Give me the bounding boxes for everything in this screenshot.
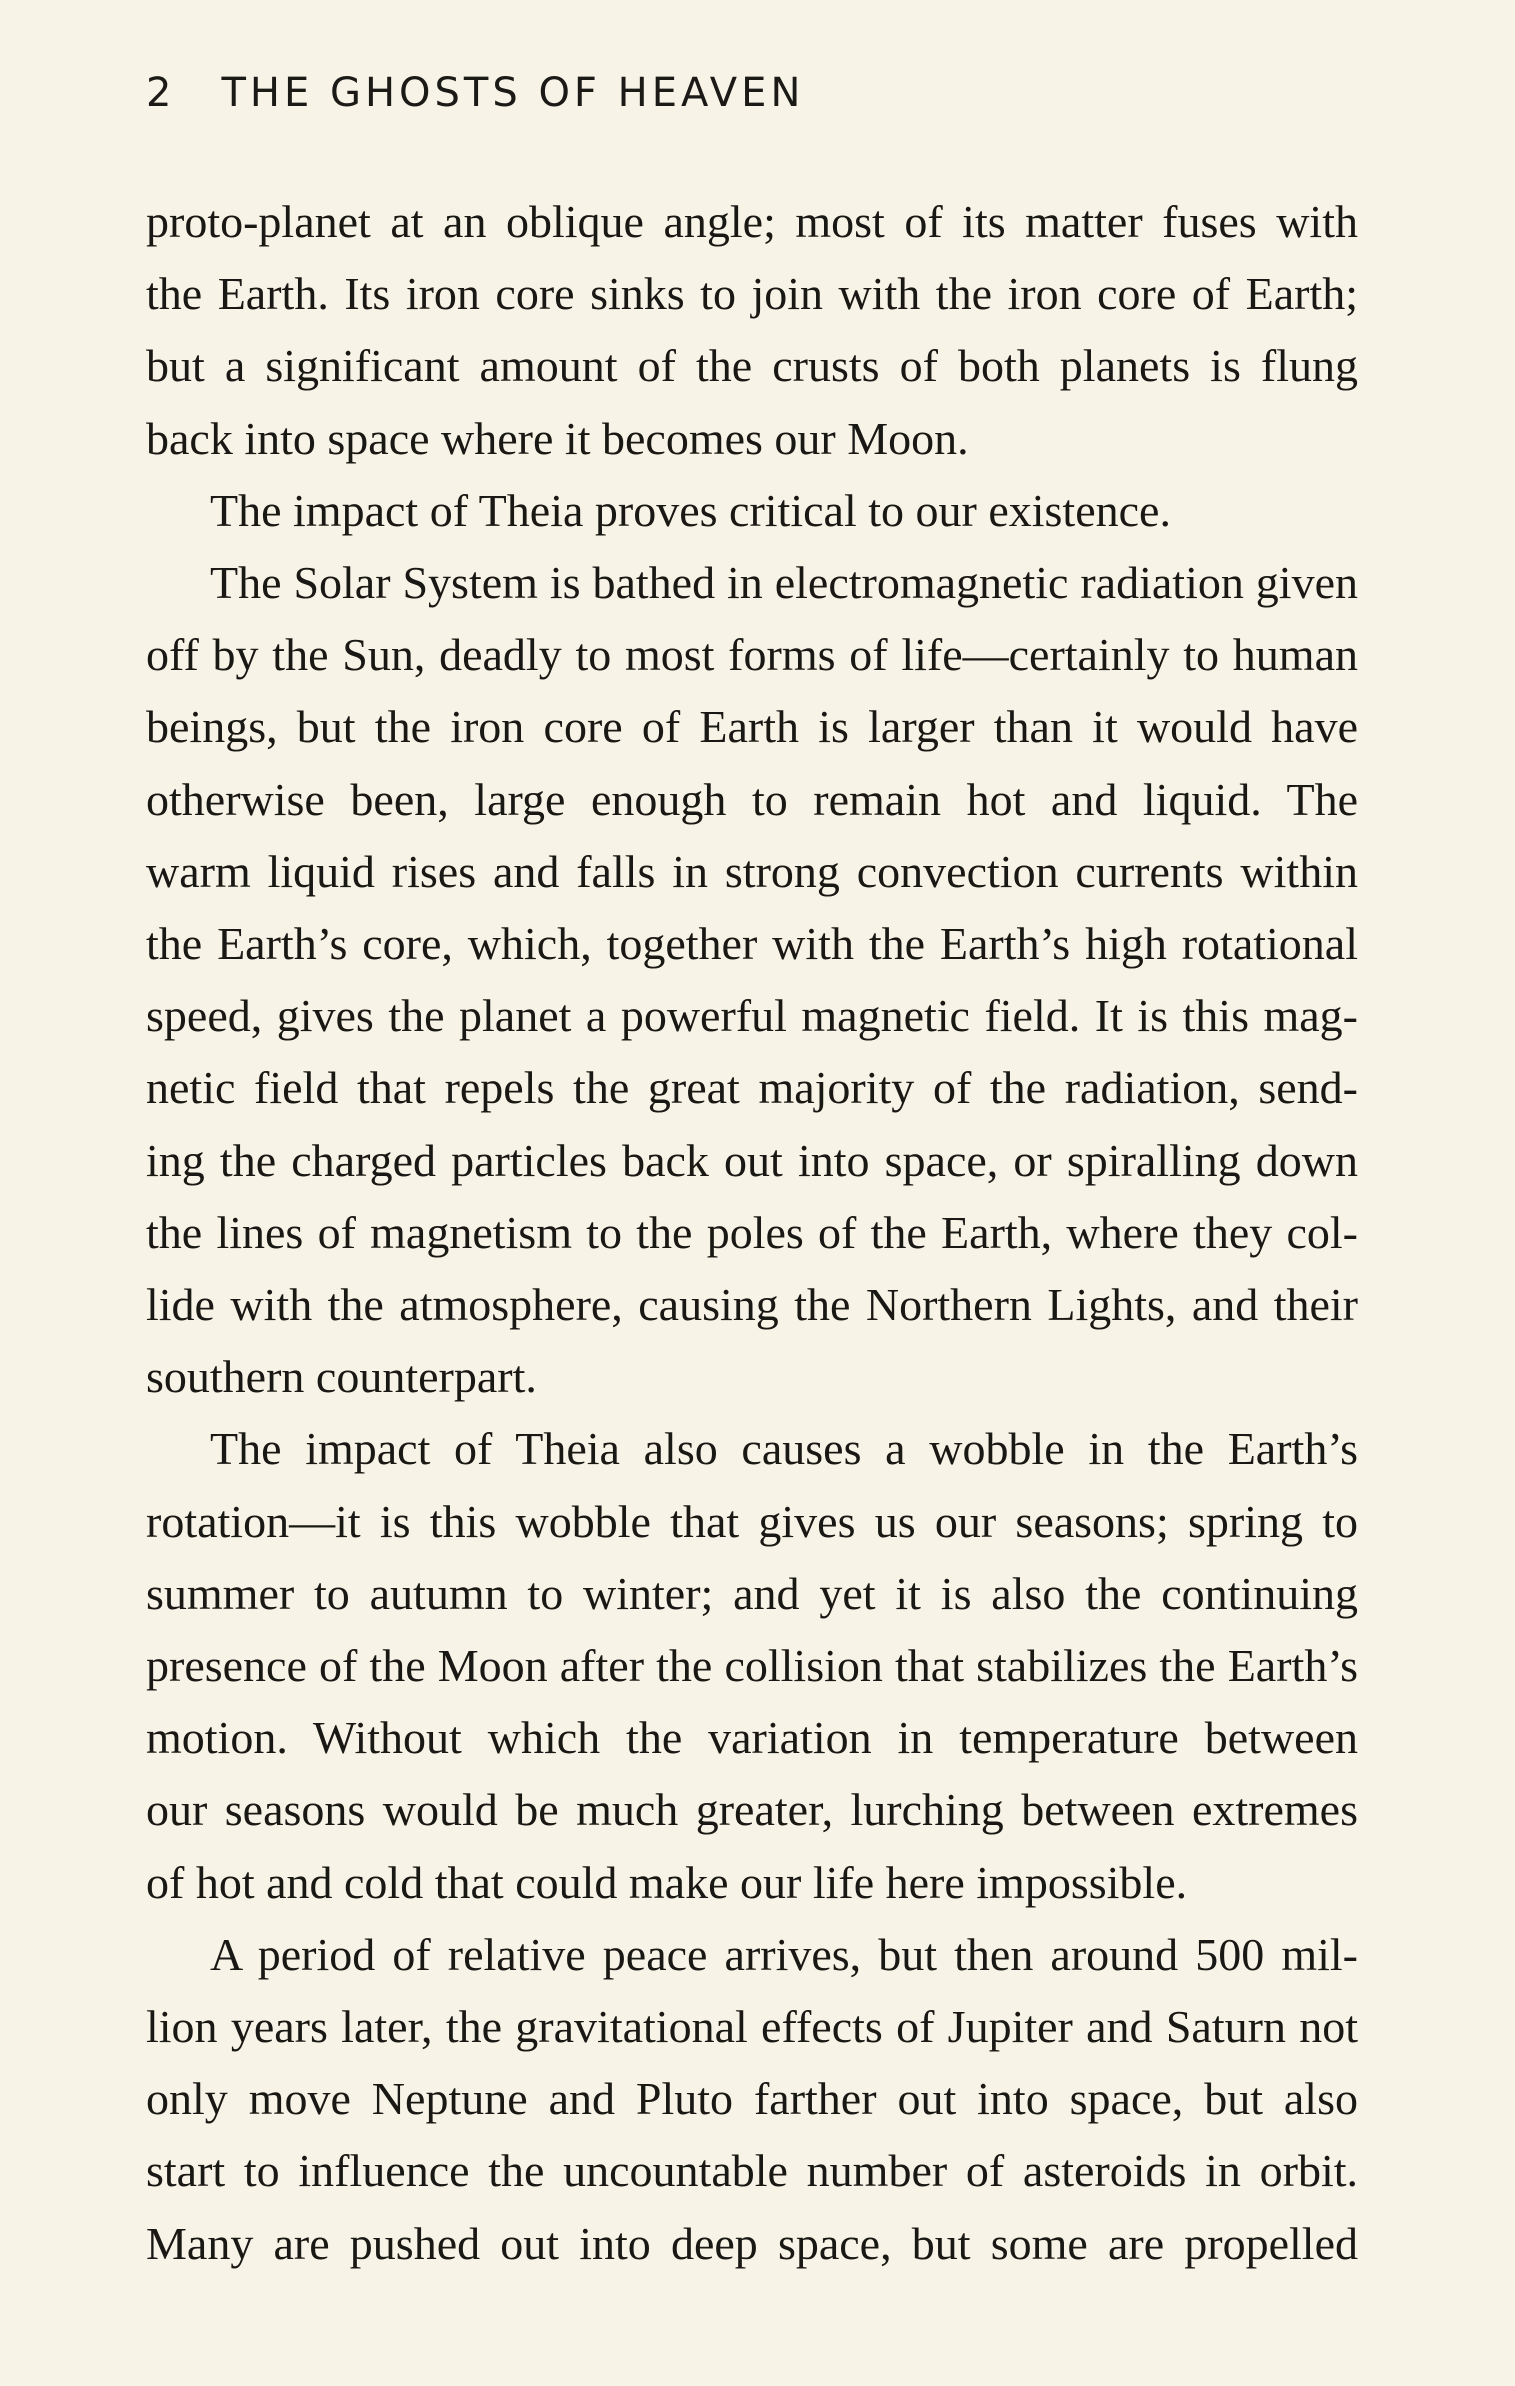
text-line: lide with the atmosphere, causing the Northern Lights, and their	[146, 1279, 1358, 1331]
text-line: of hot and cold that could make our life here impossible.	[146, 1856, 1188, 1908]
page-number: 2	[146, 70, 176, 116]
text-line: Many are pushed out into deep space, but some are propelled	[146, 2217, 1358, 2269]
text-line: the lines of magnetism to the poles of the Earth, where they col-	[146, 1206, 1358, 1258]
text-line: summer to autumn to winter; and yet it is also the continuing	[146, 1567, 1358, 1619]
text-line: motion. Without which the variation in temperature between	[146, 1712, 1358, 1764]
text-line: ing the charged particles back out into space, or spiralling down	[146, 1134, 1358, 1186]
text-line: otherwise been, large enough to remain hot and liquid. The	[146, 773, 1358, 825]
text-line: presence of the Moon after the collision that stabilizes the Earth’s	[146, 1640, 1358, 1692]
text-line: rotation—it is this wobble that gives us our seasons; spring to	[146, 1495, 1358, 1547]
text-line: warm liquid rises and falls in strong convection currents within	[146, 845, 1358, 897]
paragraph-first-line: The impact of Theia proves critical to our existence.	[210, 484, 1171, 536]
paragraph-first-line: The Solar System is bathed in electromagnetic radiation given	[210, 557, 1358, 609]
text-line: speed, gives the planet a powerful magnetic field. It is this mag-	[146, 990, 1358, 1042]
text-line: southern counterpart.	[146, 1351, 537, 1403]
text-line: back into space where it becomes our Moon.	[146, 412, 969, 464]
text-line: proto-planet at an oblique angle; most of its matter fuses with	[146, 196, 1358, 247]
running-head	[146, 70, 804, 116]
text-line: beings, but the iron core of Earth is larger than it would have	[146, 701, 1358, 753]
text-line: start to influence the uncountable number of asteroids in orbit.	[146, 2145, 1358, 2197]
text-line: the Earth’s core, which, together with the Earth’s high rotational	[146, 918, 1358, 970]
paragraph-first-line: The impact of Theia also causes a wobble in the Earth’s	[210, 1423, 1358, 1475]
body-text	[146, 186, 1358, 2280]
text-line: but a significant amount of the crusts of both planets is flung	[146, 340, 1358, 392]
text-line: off by the Sun, deadly to most forms of life—certainly to human	[146, 629, 1358, 681]
book-title: THE GHOSTS OF HEAVEN	[221, 70, 805, 116]
text-line: netic field that repels the great majority of the radiation, send-	[146, 1062, 1358, 1114]
text-line: our seasons would be much greater, lurching between extremes	[146, 1784, 1358, 1836]
text-line: the Earth. Its iron core sinks to join with the iron core of Earth;	[146, 268, 1358, 320]
paragraph-first-line: A period of relative peace arrives, but then around 500 mil-	[210, 1928, 1358, 1980]
text-line: only move Neptune and Pluto farther out into space, but also	[146, 2073, 1358, 2125]
text-line: lion years later, the gravitational effects of Jupiter and Saturn not	[146, 2001, 1358, 2053]
